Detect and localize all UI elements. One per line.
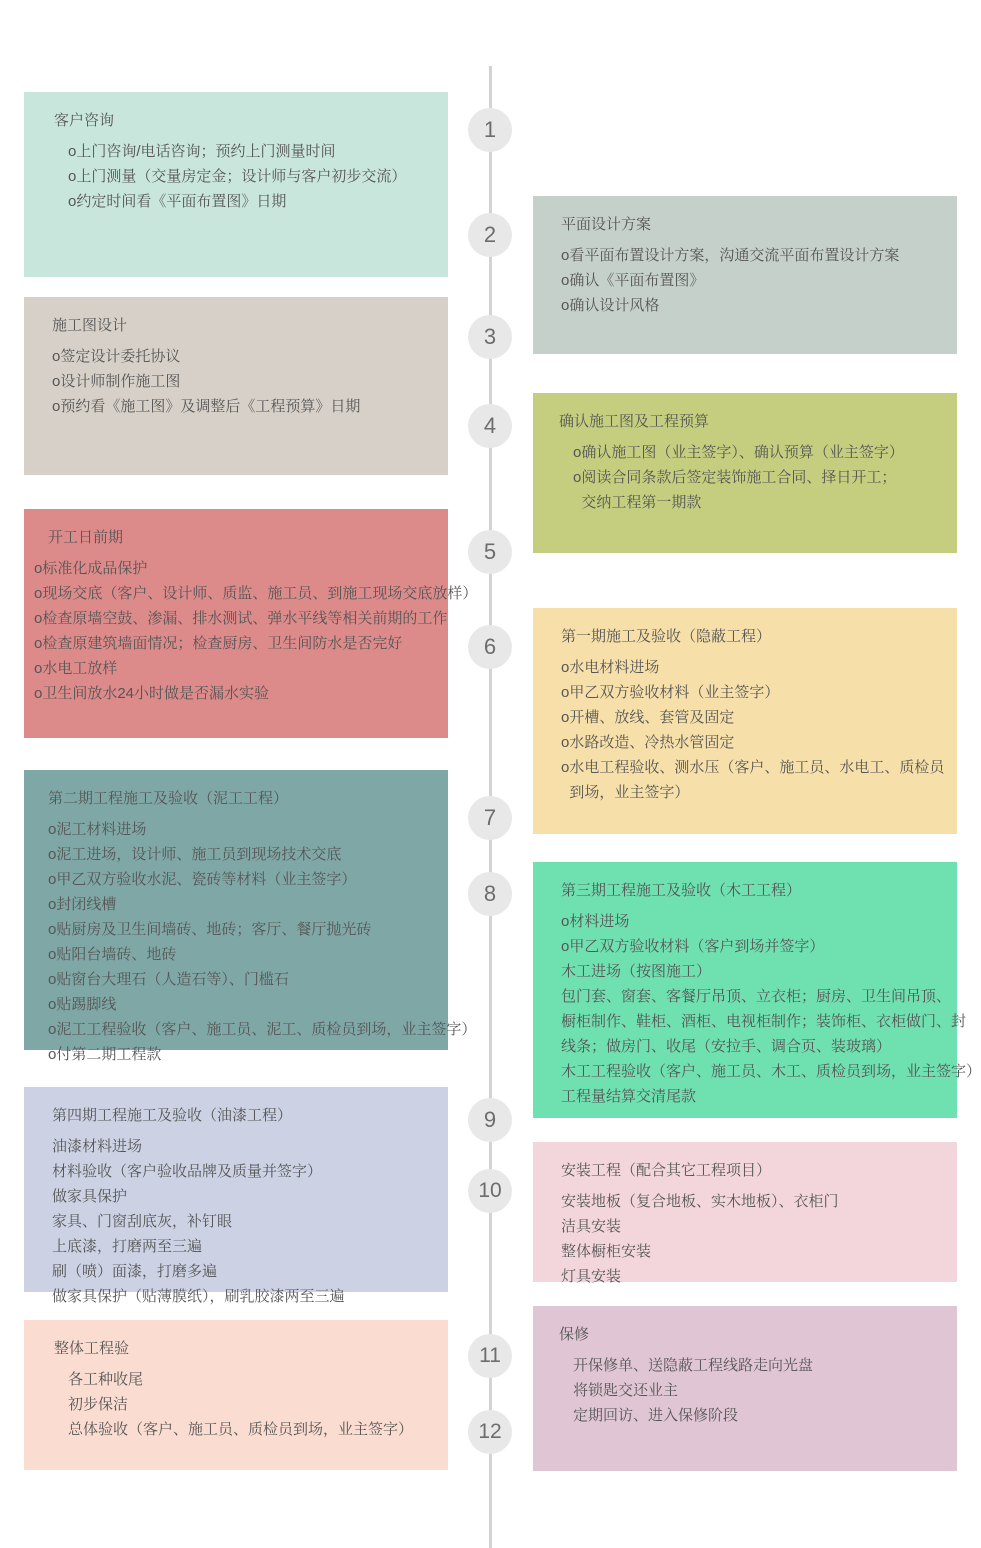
step-box-1 <box>24 92 448 277</box>
step-line: 定期回访、进入保修阶段 <box>573 1407 739 1424</box>
step-line: o水电工放样 <box>34 660 118 677</box>
step-line: o检查原建筑墙面情况；检查厨房、卫生间防水是否完好 <box>34 635 403 652</box>
step-line: 做家具保护 <box>52 1188 128 1205</box>
step-line: o付第二期工程款 <box>48 1046 162 1063</box>
step-marker-10: 10 <box>468 1169 512 1213</box>
step-line: 上底漆，打磨两至三遍 <box>52 1238 203 1255</box>
step-marker-2: 2 <box>468 213 512 257</box>
step-box-3 <box>24 297 448 475</box>
step-line: 木工工程验收（客户、施工员、木工、质检员到场，业主签字） <box>561 1063 981 1080</box>
step-line: 灯具安装 <box>561 1268 622 1285</box>
step-line: o甲乙双方验收水泥、瓷砖等材料（业主签字） <box>48 871 357 888</box>
step-line: 工程量结算交清尾款 <box>561 1088 697 1105</box>
step-line: o泥工工程验收（客户、施工员、泥工、质检员到场，业主签字） <box>48 1021 477 1038</box>
step-line: o甲乙双方验收材料（业主签字） <box>561 684 780 701</box>
step-box-11 <box>24 1320 448 1470</box>
step-line: 洁具安装 <box>561 1218 622 1235</box>
step-line: o材料进场 <box>561 913 630 930</box>
step-line: o水电材料进场 <box>561 659 660 676</box>
step-line: o阅读合同条款后签定装饰施工合同、择日开工； <box>573 469 897 486</box>
step-marker-1: 1 <box>468 108 512 152</box>
step-line: o水路改造、冷热水管固定 <box>561 734 735 751</box>
step-line: 家具、门窗刮底灰，补钉眼 <box>52 1213 233 1230</box>
step-title-3: 施工图设计 <box>52 317 128 334</box>
step-box-6 <box>533 608 957 834</box>
step-line: o标准化成品保护 <box>34 560 148 577</box>
step-line: o泥工进场，设计师、施工员到现场技术交底 <box>48 846 342 863</box>
step-line: o确认施工图（业主签字）、确认预算（业主签字） <box>573 444 904 461</box>
step-line: o贴踢脚线 <box>48 996 117 1013</box>
step-box-12 <box>533 1306 957 1471</box>
step-box-9 <box>24 1087 448 1305</box>
step-line: o贴阳台墙砖、地砖 <box>48 946 177 963</box>
step-line: 油漆材料进场 <box>52 1138 143 1155</box>
step-line: 各工种收尾 <box>68 1371 144 1388</box>
step-title-11: 整体工程验 <box>54 1340 130 1357</box>
step-line: o设计师制作施工图 <box>52 373 181 390</box>
step-box-7 <box>24 770 477 1063</box>
step-line: o甲乙双方验收材料（客户到场并签字） <box>561 938 825 955</box>
step-line: 开保修单、送隐蔽工程线路走向光盘 <box>573 1357 814 1374</box>
step-marker-9: 9 <box>468 1098 512 1142</box>
step-title-2: 平面设计方案 <box>561 216 652 233</box>
step-line: o水电工程验收、测水压（客户、施工员、水电工、质检员 <box>561 759 945 776</box>
step-line: 刷（喷）面漆，打磨多遍 <box>52 1263 218 1280</box>
step-line: o上门咨询/电话咨询；预约上门测量时间 <box>68 143 336 160</box>
step-marker-3: 3 <box>468 315 512 359</box>
step-marker-12: 12 <box>468 1410 512 1454</box>
step-line: o确认《平面布置图》 <box>561 272 705 289</box>
step-line: 将锁匙交还业主 <box>573 1382 679 1399</box>
step-title-6: 第一期施工及验收（隐蔽工程） <box>561 628 772 645</box>
step-title-10: 安装工程（配合其它工程项目） <box>561 1162 772 1179</box>
step-line: 初步保洁 <box>68 1396 129 1413</box>
step-line: 做家具保护（贴薄膜纸），刷乳胶漆两至三遍 <box>52 1288 345 1305</box>
step-line: o看平面布置设计方案，沟通交流平面布置设计方案 <box>561 247 900 264</box>
step-marker-4: 4 <box>468 404 512 448</box>
step-line: 交纳工程第一期款 <box>573 494 702 511</box>
step-line: 到场，业主签字） <box>561 784 690 801</box>
step-line: 总体验收（客户、施工员、质检员到场，业主签字） <box>68 1421 414 1438</box>
step-line: o封闭线槽 <box>48 896 117 913</box>
step-line: o贴厨房及卫生间墙砖、地砖；客厅、餐厅抛光砖 <box>48 921 372 938</box>
step-line: o签定设计委托协议 <box>52 348 181 365</box>
step-line: o上门测量（交量房定金；设计师与客户初步交流） <box>68 168 407 185</box>
step-line: o现场交底（客户、设计师、质监、施工员、到施工现场交底放样） <box>34 585 478 602</box>
step-line: 整体橱柜安装 <box>561 1243 652 1260</box>
step-title-1: 客户咨询 <box>54 112 115 129</box>
step-line: o开槽、放线、套管及固定 <box>561 709 735 726</box>
step-title-9: 第四期工程施工及验收（油漆工程） <box>52 1107 293 1124</box>
step-line: 木工进场（按图施工） <box>561 963 712 980</box>
step-line: o检查原墙空鼓、渗漏、排水测试、弹水平线等相关前期的工作 <box>34 610 448 627</box>
step-line: 安装地板（复合地板、实木地板）、衣柜门 <box>561 1193 839 1210</box>
step-title-8: 第三期工程施工及验收（木工工程） <box>561 882 802 899</box>
step-marker-8: 8 <box>468 872 512 916</box>
step-marker-6: 6 <box>468 625 512 669</box>
step-marker-5: 5 <box>468 530 512 574</box>
step-line: 线条；做房门、收尾（安拉手、调合页、装玻璃） <box>561 1038 892 1055</box>
step-box-8 <box>533 862 981 1118</box>
step-title-12: 保修 <box>559 1326 590 1343</box>
step-line: 材料验收（客户验收品牌及质量并签字） <box>52 1163 323 1180</box>
step-marker-11: 11 <box>468 1334 512 1378</box>
step-box-10 <box>533 1142 957 1285</box>
step-marker-7: 7 <box>468 796 512 840</box>
step-line: 包门套、窗套、客餐厅吊顶、立衣柜；厨房、卫生间吊顶、 <box>561 988 952 1005</box>
step-title-7: 第二期工程施工及验收（泥工工程） <box>48 790 289 807</box>
step-line: o贴窗台大理石（人造石等）、门槛石 <box>48 971 289 988</box>
step-box-5 <box>24 509 478 738</box>
step-title-4: 确认施工图及工程预算 <box>559 413 710 430</box>
step-line: o卫生间放水24小时做是否漏水实验 <box>34 685 270 702</box>
step-line: o确认设计风格 <box>561 297 660 314</box>
step-box-4 <box>533 393 957 553</box>
step-line: o预约看《施工图》及调整后《工程预算》日期 <box>52 398 361 415</box>
step-line: 橱柜制作、鞋柜、酒柜、电视柜制作；装饰柜、衣柜做门、封 <box>561 1013 967 1030</box>
step-line: o约定时间看《平面布置图》日期 <box>68 193 287 210</box>
step-box-2 <box>533 196 957 354</box>
step-line: o泥工材料进场 <box>48 821 147 838</box>
step-title-5: 开工日前期 <box>48 529 124 546</box>
